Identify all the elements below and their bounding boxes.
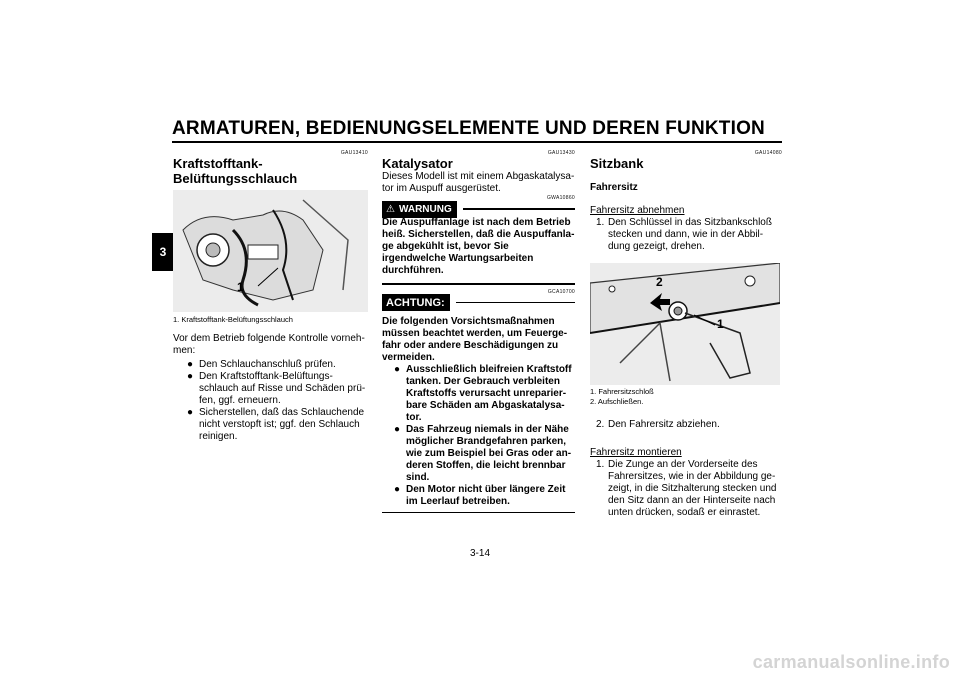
bullet-icon: ● [187,407,194,418]
figure-caption: 1. Kraftstofftank-Belüftungsschlauch [173,315,293,324]
section-heading: Katalysator [382,156,453,171]
page-number: 3-14 [469,548,490,559]
figure-caption: 1. Fahrersitzschloß [590,387,654,396]
bullet-icon: ● [394,423,401,435]
breather-hose-drawing [173,190,368,312]
install-title: Fahrersitz montieren [590,447,682,458]
caution-list [394,364,575,508]
page-title: ARMATUREN, BEDIENUNGSELEMENTE UND DEREN FUNKTION [172,118,765,139]
caution-rule [456,302,575,304]
list-item: ● Den Schlauchanschluß prüfen. [187,359,336,370]
section-fuel-tank-breather-hose [173,150,368,443]
section-seat [590,150,782,519]
list-item: ● Ausschließlich bleifreien Kraftstoff tanken. Der Gebrauch verbleiten Kraftstoffs verursacht unreparier-bare Schäden am Abgaskatalysa-tor. [394,363,572,423]
section-code: GAU13410 [340,150,368,156]
figure-label-2: 2 [656,275,663,289]
list-item: ● Den Motor nicht über längere Zeit im Leerlauf betreiben. [394,483,566,507]
caution-badge: ACHTUNG: [382,294,450,311]
list-item: ● Das Fahrzeug niemals in der Nähe möglicher Brandgefahren parken, wie zum Beispiel bei Gras oder an-deren Stoffen, die leicht brennbar sind. [394,423,572,483]
warning-badge: ⚠ WARNUNG [382,201,457,218]
subheading: Fahrersitz [590,182,638,193]
figure-label: 1 [237,280,244,294]
seat-lock-drawing [590,263,780,385]
bullet-icon: ● [394,483,401,495]
list-item: ● Sicherstellen, daß das Schlauchende nicht verstopft ist; ggf. den Schlauch reinigen. [187,407,365,442]
chapter-tab: 3 [152,233,174,271]
caution-end-rule [382,512,575,514]
section-code: GAU14080 [754,150,782,156]
step-item: 2. Den Fahrersitz abziehen. [596,419,720,430]
check-list [187,359,368,443]
warning-code: GWA10860 [546,195,575,201]
intro-text: Dieses Modell ist mit einem Abgaskatalysa-tor im Auspuff ausgerüstet. [382,171,575,194]
figure-caption: 2. Aufschließen. [590,397,644,406]
warning-end-rule [382,283,575,285]
section-code: GAU13430 [547,150,575,156]
warning-triangle-icon: ⚠ [386,203,395,215]
caution-text: Die folgenden Vorsichtsmaßnahmen müssen beachtet werden, um Feuerge-fahr oder andere Beschädigungen zu vermeiden. [382,315,568,363]
section-heading: Sitzbank [590,156,644,171]
warning-text: Die Auspuffanlage ist nach dem Betrieb heiß. Sicherstellen, daß die Auspuffanla-ge abgekühlt ist, bevor Sie irgendwelche Wartungsarbeiten durchführen. [382,217,575,276]
breather-hose-illustration [173,190,368,312]
intro-text: Vor dem Betrieb folgende Kontrolle vorneh-men: [173,333,365,356]
section-catalytic-converter [382,150,575,513]
bullet-icon: ● [187,371,194,382]
bullet-icon: ● [187,359,194,370]
bullet-icon: ● [394,363,401,375]
remove-title: Fahrersitz abnehmen [590,205,685,216]
step-item: 1. Den Schlüssel in das Sitzbankschloß stecken und dann, wie in der Abbil-dung gezeigt, drehen. [596,217,772,252]
watermark: carmanualsonline.info [752,652,950,672]
caution-code: GCA10700 [547,288,575,295]
caution-header [382,295,575,311]
warning-rule [463,208,575,210]
warning-header [382,201,575,217]
list-item: ● Den Kraftstofftank-Belüftungs-schlauch auf Risse und Schäden prü-fen, ggf. erneuern. [187,371,366,406]
title-rule [172,141,782,143]
seat-lock-illustration [590,263,780,385]
step-item: 1. Die Zunge an der Vorderseite des Fahrersitzes, wie in der Abbildung ge-zeigt, in die Sitzhalterung stecken und den Sitz dann an der Hinterseite nach unten drücken, sodaß er einrastet. [596,459,777,518]
section-heading: Kraftstofftank-Belüftungsschlauch [173,156,298,186]
figure-label-1: 1 [717,317,724,331]
